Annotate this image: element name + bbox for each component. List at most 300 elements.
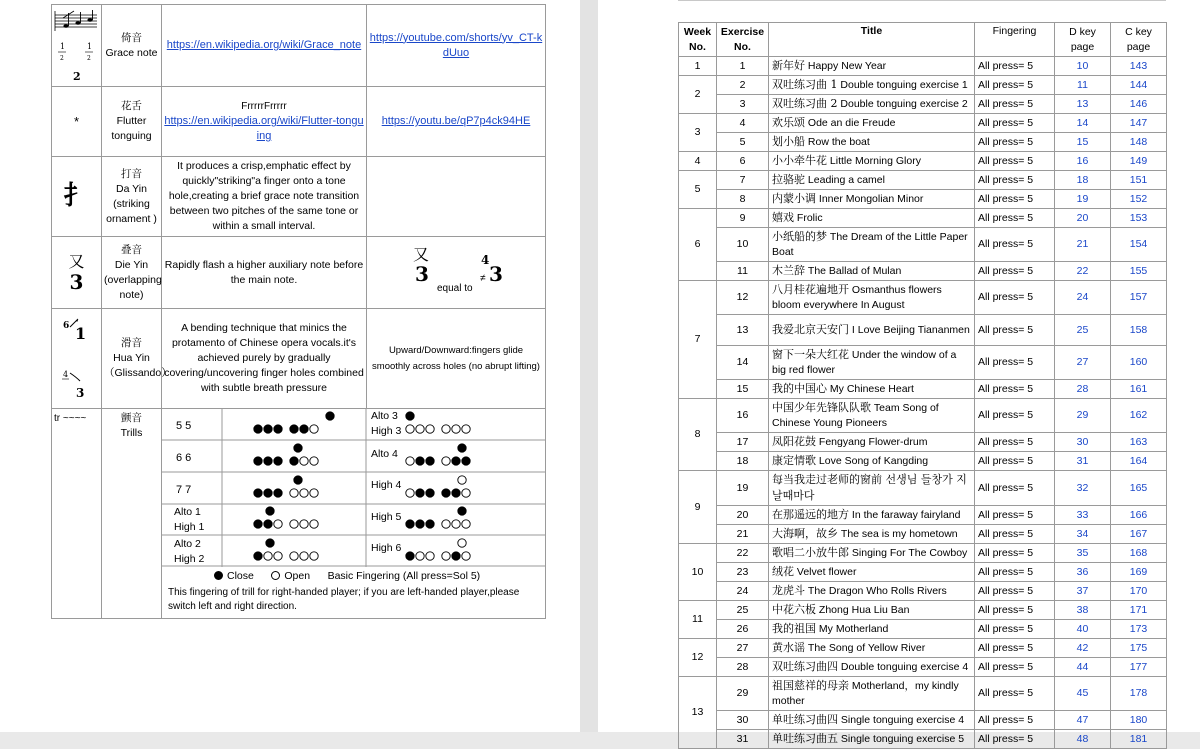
exercise-row — [679, 525, 1167, 544]
closed-hole-icon — [326, 412, 334, 420]
exercise-title-cn: 每当我走过老师的窗前 선생님 들창가 지날때마다 — [772, 473, 967, 502]
exercise-title-cn: 嬉戏 — [772, 211, 794, 224]
exercise-title-en: Double tonguing exercise 1 — [840, 79, 968, 91]
closed-hole-icon — [254, 489, 262, 497]
closed-hole-icon — [294, 476, 302, 484]
die-yin-name-en: Die Yin (overlapping note) — [104, 258, 162, 301]
d-key-page: 27 — [1055, 346, 1111, 380]
schedule-page — [598, 0, 1200, 745]
closed-hole-icon — [264, 457, 272, 465]
closed-hole-icon — [274, 425, 282, 433]
exercise-row — [679, 677, 1167, 711]
exercise-row — [679, 380, 1167, 399]
header-title: Title — [769, 23, 975, 57]
flutter-wiki-cell — [162, 87, 367, 157]
exercise-fingering: All press= 5 — [975, 563, 1055, 582]
exercise-title-cn: 双吐练习曲四 — [772, 660, 838, 673]
exercise-number: 14 — [717, 346, 769, 380]
da-yin-name — [102, 157, 162, 237]
d-key-page: 45 — [1055, 677, 1111, 711]
c-key-page: 163 — [1111, 433, 1167, 452]
die-yin-symbol-top: 又 — [68, 251, 85, 271]
legend-open-text: Open — [284, 570, 311, 582]
open-hole-icon — [274, 520, 282, 528]
exercise-row — [679, 152, 1167, 171]
exercise-title-en: My Motherland — [818, 623, 889, 635]
exercise-number: 30 — [717, 711, 769, 730]
exercise-title-en: Leading a camel — [807, 174, 885, 186]
header-week: Week No. — [679, 23, 717, 57]
exercise-number: 20 — [717, 506, 769, 525]
exercise-row — [679, 471, 1167, 506]
trill-6-label: 6 6 — [176, 452, 192, 464]
exercise-title — [769, 209, 975, 228]
exercise-title-en: Double tonguing exercise 4 — [840, 661, 969, 673]
exercise-row — [679, 544, 1167, 563]
exercise-title-cn: 祖国慈祥的母亲 — [772, 679, 849, 692]
d-key-page: 44 — [1055, 658, 1111, 677]
exercise-title-en: Love Song of Kangding — [818, 455, 929, 467]
grace-note-name-cn: 倚音 — [121, 31, 142, 44]
exercise-title — [769, 601, 975, 620]
closed-hole-icon — [426, 457, 434, 465]
exercise-fingering: All press= 5 — [975, 658, 1055, 677]
header-exercise: Exercise No. — [717, 23, 769, 57]
trill-high6-label: High 6 — [371, 542, 402, 554]
d-key-page: 30 — [1055, 433, 1111, 452]
c-key-page: 171 — [1111, 601, 1167, 620]
week-number: 8 — [679, 399, 717, 471]
exercise-title-cn: 单吐练习曲四 — [772, 713, 838, 726]
exercise-title — [769, 544, 975, 563]
exercise-fingering: All press= 5 — [975, 152, 1055, 171]
exercise-title-en: The Dream of the Little Paper Boat — [772, 231, 968, 258]
exercise-title-en: Singing For The Cowboy — [851, 547, 968, 559]
trill-alto2-label: Alto 2 — [174, 538, 201, 550]
flutter-name-en: Flutter tonguing — [111, 115, 152, 142]
exercise-row — [679, 582, 1167, 601]
d-key-page: 40 — [1055, 620, 1111, 639]
trill-name-en: Trills — [120, 427, 143, 439]
exercise-number: 3 — [717, 95, 769, 114]
svg-text:2: 2 — [87, 54, 91, 62]
exercise-title-en: Motherland，my kindly mother — [772, 680, 959, 707]
c-key-page: 158 — [1111, 315, 1167, 346]
open-hole-icon — [300, 552, 308, 560]
open-hole-icon — [406, 425, 414, 433]
ornament-row-hua-yin — [52, 309, 546, 409]
exercise-number: 15 — [717, 380, 769, 399]
grace-note-staff-icon — [54, 9, 98, 83]
exercise-title-en: Double tonguing exercise 2 — [840, 98, 968, 110]
closed-hole-icon — [426, 489, 434, 497]
exercise-title — [769, 677, 975, 711]
exercise-fingering: All press= 5 — [975, 171, 1055, 190]
exercise-row — [679, 133, 1167, 152]
closed-hole-icon — [416, 489, 424, 497]
open-hole-icon — [300, 457, 308, 465]
d-key-page: 36 — [1055, 563, 1111, 582]
die-yin-grace-dash-icon: ≠ — [480, 272, 486, 284]
open-hole-icon — [406, 457, 414, 465]
hua-yin-description: A bending technique that minics the protamento of Chinese opera vocals.it's achieved purely by gradually covering/uncovering finger holes combined with subtle breath pressure — [162, 309, 367, 409]
open-hole-icon — [264, 552, 272, 560]
trill-handedness-note: This fingering of trill for right-handed player; if you are left-handed player,please switch left and right direction. — [168, 587, 520, 612]
closed-hole-icon — [452, 489, 460, 497]
exercise-row — [679, 57, 1167, 76]
exercise-number: 22 — [717, 544, 769, 563]
c-key-page: 162 — [1111, 399, 1167, 433]
exercise-fingering: All press= 5 — [975, 380, 1055, 399]
c-key-page: 170 — [1111, 582, 1167, 601]
svg-text:1: 1 — [87, 41, 93, 51]
flutter-video-link[interactable]: https://youtu.be/qP7p4ck94HE — [381, 115, 531, 127]
exercise-title — [769, 620, 975, 639]
da-yin-symbol: 扌 — [52, 157, 102, 237]
exercise-title-cn: 中花六板 — [772, 603, 816, 616]
exercise-row — [679, 399, 1167, 433]
open-hole-icon — [300, 520, 308, 528]
closed-hole-icon — [294, 444, 302, 452]
closed-hole-icon — [300, 425, 308, 433]
exercise-fingering: All press= 5 — [975, 114, 1055, 133]
trill-5-label: 5 5 — [176, 420, 192, 432]
glissando-icon — [54, 315, 98, 403]
open-hole-icon — [442, 520, 450, 528]
exercise-fingering: All press= 5 — [975, 544, 1055, 563]
da-yin-name-en: Da Yin (striking ornament ) — [106, 182, 157, 225]
open-hole-icon — [310, 425, 318, 433]
flutter-sound-text: FrrrrrFrrrrr — [241, 101, 287, 112]
d-key-page: 38 — [1055, 601, 1111, 620]
week-number: 1 — [679, 57, 717, 76]
exercise-title — [769, 582, 975, 601]
d-key-page: 29 — [1055, 399, 1111, 433]
c-key-page: 155 — [1111, 262, 1167, 281]
exercise-row — [679, 228, 1167, 262]
hua-yin-name — [102, 309, 172, 409]
d-key-page: 47 — [1055, 711, 1111, 730]
exercise-number: 28 — [717, 658, 769, 677]
closed-hole-icon — [266, 539, 274, 547]
exercise-fingering: All press= 5 — [975, 95, 1055, 114]
open-hole-icon — [274, 552, 282, 560]
open-hole-icon — [458, 476, 466, 484]
flutter-name — [102, 87, 162, 157]
exercise-fingering: All press= 5 — [975, 399, 1055, 433]
exercise-row — [679, 262, 1167, 281]
exercise-number: 23 — [717, 563, 769, 582]
exercise-title — [769, 380, 975, 399]
closed-hole-icon — [452, 552, 460, 560]
exercise-title-en: Little Morning Glory — [829, 155, 921, 167]
exercise-schedule-table — [678, 22, 1167, 749]
d-key-page: 28 — [1055, 380, 1111, 399]
c-key-page: 175 — [1111, 639, 1167, 658]
c-key-page: 146 — [1111, 95, 1167, 114]
exercise-number: 25 — [717, 601, 769, 620]
exercise-title-cn: 大海啊，故乡 — [772, 527, 838, 540]
exercise-fingering: All press= 5 — [975, 315, 1055, 346]
closed-hole-icon — [416, 520, 424, 528]
exercise-number: 10 — [717, 228, 769, 262]
d-key-page: 13 — [1055, 95, 1111, 114]
open-hole-icon — [426, 552, 434, 560]
d-key-page: 10 — [1055, 57, 1111, 76]
exercise-title-cn: 双吐练习曲 2 — [772, 97, 838, 110]
exercise-title-en: The Song of Yellow River — [807, 642, 926, 654]
open-hole-icon — [458, 539, 466, 547]
exercise-number: 17 — [717, 433, 769, 452]
svg-text:2: 2 — [60, 54, 64, 62]
exercise-number: 16 — [717, 399, 769, 433]
grace-note-video-link[interactable]: https://youtube.com/shorts/yv_CT-kdUuo — [369, 31, 543, 59]
exercise-row — [679, 114, 1167, 133]
c-key-page: 148 — [1111, 133, 1167, 152]
c-key-page: 154 — [1111, 228, 1167, 262]
exercise-title — [769, 315, 975, 346]
exercise-title-en: Inner Mongolian Minor — [818, 193, 924, 205]
c-key-page: 164 — [1111, 452, 1167, 471]
exercise-title-en: My Chinese Heart — [829, 383, 914, 395]
grace-note-symbol — [52, 5, 102, 87]
exercise-title — [769, 114, 975, 133]
exercise-title — [769, 152, 975, 171]
exercise-title — [769, 471, 975, 506]
c-key-page: 143 — [1111, 57, 1167, 76]
closed-hole-icon — [274, 489, 282, 497]
die-yin-example-after: 3 — [489, 261, 503, 286]
exercise-row — [679, 730, 1167, 749]
exercise-title-en: The sea is my hometown — [840, 528, 958, 540]
exercise-number: 2 — [717, 76, 769, 95]
week-number: 6 — [679, 209, 717, 281]
open-hole-icon — [271, 571, 280, 580]
exercise-fingering: All press= 5 — [975, 346, 1055, 380]
open-hole-icon — [462, 520, 470, 528]
exercise-row — [679, 506, 1167, 525]
week-number: 12 — [679, 639, 717, 677]
c-key-page: 149 — [1111, 152, 1167, 171]
d-key-page: 20 — [1055, 209, 1111, 228]
legend-basic-text: Basic Fingering (All press=Sol 5) — [327, 570, 481, 582]
c-key-page: 177 — [1111, 658, 1167, 677]
closed-hole-icon — [266, 507, 274, 515]
d-key-page: 31 — [1055, 452, 1111, 471]
exercise-title-cn: 小纸船的梦 — [772, 230, 827, 243]
svg-text:1: 1 — [75, 323, 87, 343]
closed-hole-icon — [416, 457, 424, 465]
d-key-page: 48 — [1055, 730, 1111, 749]
grace-note-name-en: Grace note — [105, 46, 158, 59]
trill-7-label: 7 7 — [176, 484, 192, 496]
da-yin-name-cn: 打音 — [121, 167, 142, 180]
week-number: 9 — [679, 471, 717, 544]
exercise-title — [769, 730, 975, 749]
exercise-title-en: The Ballad of Mulan — [807, 265, 902, 277]
exercise-row — [679, 171, 1167, 190]
hua-yin-name-en: Hua Yin （Glissando） — [104, 352, 172, 379]
open-hole-icon — [452, 425, 460, 433]
exercise-fingering: All press= 5 — [975, 582, 1055, 601]
da-yin-description: It produces a crisp,emphatic effect by quickly"striking"a finger onto a tone hole,creating a brief grace note transition between two pitches of the same tone or within a small interval. — [162, 157, 367, 237]
die-yin-symbol — [52, 237, 102, 309]
grace-note-wiki-link[interactable]: https://en.wikipedia.org/wiki/Grace_note — [166, 39, 362, 51]
die-yin-name-cn: 叠音 — [121, 243, 142, 256]
exercise-title — [769, 711, 975, 730]
week-number: 3 — [679, 114, 717, 152]
ornament-row-da-yin — [52, 157, 546, 237]
exercise-fingering: All press= 5 — [975, 433, 1055, 452]
exercise-title-cn: 新年好 — [772, 59, 805, 72]
exercise-row — [679, 209, 1167, 228]
exercise-title-cn: 康定情歌 — [772, 454, 816, 467]
die-yin-description: Rapidly flash a higher auxiliary note before the main note. — [162, 237, 367, 309]
c-key-page: 178 — [1111, 677, 1167, 711]
header-d-key: D key page — [1055, 23, 1111, 57]
trill-high3-label: High 3 — [371, 425, 402, 437]
exercise-title-cn: 绒花 — [772, 565, 794, 578]
exercise-title-cn: 中国少年先锋队队歌 — [772, 401, 871, 414]
exercise-fingering: All press= 5 — [975, 525, 1055, 544]
d-key-page: 35 — [1055, 544, 1111, 563]
closed-hole-icon — [214, 571, 223, 580]
ornament-row-flutter — [52, 87, 546, 157]
exercise-number: 6 — [717, 152, 769, 171]
open-hole-icon — [452, 520, 460, 528]
closed-hole-icon — [290, 425, 298, 433]
c-key-page: 180 — [1111, 711, 1167, 730]
closed-hole-icon — [264, 425, 272, 433]
exercise-title — [769, 525, 975, 544]
exercise-title-cn: 凤阳花鼓 — [772, 435, 816, 448]
exercise-fingering: All press= 5 — [975, 639, 1055, 658]
open-hole-icon — [462, 552, 470, 560]
trill-symbol: tr ~~~~ — [52, 409, 102, 619]
schedule-body — [679, 57, 1167, 749]
flutter-video-cell — [367, 87, 546, 157]
open-hole-icon — [310, 520, 318, 528]
exercise-number: 26 — [717, 620, 769, 639]
closed-hole-icon — [458, 507, 466, 515]
closed-hole-icon — [274, 457, 282, 465]
d-key-page: 15 — [1055, 133, 1111, 152]
exercise-fingering: All press= 5 — [975, 190, 1055, 209]
exercise-title-cn: 我的中国心 — [772, 382, 827, 395]
open-hole-icon — [310, 552, 318, 560]
exercise-title-cn: 划小船 — [772, 135, 805, 148]
exercise-title — [769, 639, 975, 658]
open-hole-icon — [290, 489, 298, 497]
exercise-fingering: All press= 5 — [975, 281, 1055, 315]
grace-note-symbol-label: 2 — [73, 69, 81, 83]
exercise-title — [769, 262, 975, 281]
exercise-title — [769, 133, 975, 152]
exercise-title-cn: 木兰辞 — [772, 264, 805, 277]
die-yin-equal-to-text: equal to — [437, 282, 473, 294]
exercise-row — [679, 452, 1167, 471]
c-key-page: 165 — [1111, 471, 1167, 506]
exercise-number: 13 — [717, 315, 769, 346]
exercise-number: 4 — [717, 114, 769, 133]
exercise-title-en: In the faraway fairyland — [851, 509, 961, 521]
closed-hole-icon — [254, 552, 262, 560]
open-hole-icon — [416, 552, 424, 560]
exercise-title-en: Fengyang Flower-drum — [818, 436, 928, 448]
open-hole-icon — [310, 457, 318, 465]
closed-hole-icon — [290, 457, 298, 465]
exercise-title-cn: 内蒙小调 — [772, 192, 816, 205]
exercise-fingering: All press= 5 — [975, 57, 1055, 76]
svg-text:•: • — [76, 318, 79, 325]
trill-fingering-cell — [162, 409, 546, 619]
week-number: 13 — [679, 677, 717, 749]
exercise-title — [769, 433, 975, 452]
exercise-title-cn: 我的祖国 — [772, 622, 816, 635]
exercise-fingering: All press= 5 — [975, 76, 1055, 95]
flutter-wiki-link[interactable]: https://en.wikipedia.org/wiki/Flutter-tonguing — [164, 115, 364, 142]
closed-hole-icon — [254, 520, 262, 528]
d-key-page: 14 — [1055, 114, 1111, 133]
exercise-title — [769, 346, 975, 380]
closed-hole-icon — [426, 520, 434, 528]
exercise-fingering: All press= 5 — [975, 133, 1055, 152]
ornament-row-die-yin — [52, 237, 546, 309]
exercise-title — [769, 190, 975, 209]
exercise-title-en: Team Song of Chinese Young Pioneers — [772, 402, 939, 429]
ornament-table — [51, 4, 546, 619]
exercise-row — [679, 315, 1167, 346]
exercise-title-cn: 欢乐颂 — [772, 116, 805, 129]
trill-fingering-chart — [162, 409, 546, 567]
exercise-title-en: Ode an die Freude — [807, 117, 896, 129]
exercise-row — [679, 711, 1167, 730]
week-number: 11 — [679, 601, 717, 639]
svg-text:3: 3 — [76, 385, 85, 400]
die-yin-symbol-bottom: 3 — [69, 269, 84, 294]
flutter-name-cn: 花舌 — [121, 100, 142, 112]
trill-alto4-label: Alto 4 — [371, 448, 398, 460]
open-hole-icon — [442, 552, 450, 560]
ornament-row-grace-note — [52, 5, 546, 87]
exercise-title-en: Osmanthus flowers bloom everywhere In August — [772, 284, 942, 311]
fingering-legend — [162, 567, 545, 586]
open-hole-icon — [416, 425, 424, 433]
exercise-fingering: All press= 5 — [975, 711, 1055, 730]
exercise-title — [769, 563, 975, 582]
open-hole-icon — [462, 425, 470, 433]
c-key-page: 167 — [1111, 525, 1167, 544]
exercise-row — [679, 620, 1167, 639]
exercise-title-cn: 龙虎斗 — [772, 584, 805, 597]
grace-note-wiki-cell — [162, 5, 367, 87]
exercise-fingering: All press= 5 — [975, 601, 1055, 620]
trill-high2-label: High 2 — [174, 553, 205, 565]
open-hole-icon — [442, 457, 450, 465]
exercise-title-cn: 双吐练习曲 1 — [772, 78, 838, 91]
exercise-row — [679, 76, 1167, 95]
d-key-page: 16 — [1055, 152, 1111, 171]
exercise-title-en: Row the boat — [807, 136, 870, 148]
trill-high5-label: High 5 — [371, 511, 402, 523]
exercise-number: 11 — [717, 262, 769, 281]
svg-text:1: 1 — [60, 41, 66, 51]
c-key-page: 166 — [1111, 506, 1167, 525]
exercise-fingering: All press= 5 — [975, 262, 1055, 281]
hua-yin-note: Upward/Downward:fingers glide smoothly across holes (no abrupt lifting) — [367, 309, 546, 409]
die-yin-name — [102, 237, 162, 309]
exercise-number: 21 — [717, 525, 769, 544]
